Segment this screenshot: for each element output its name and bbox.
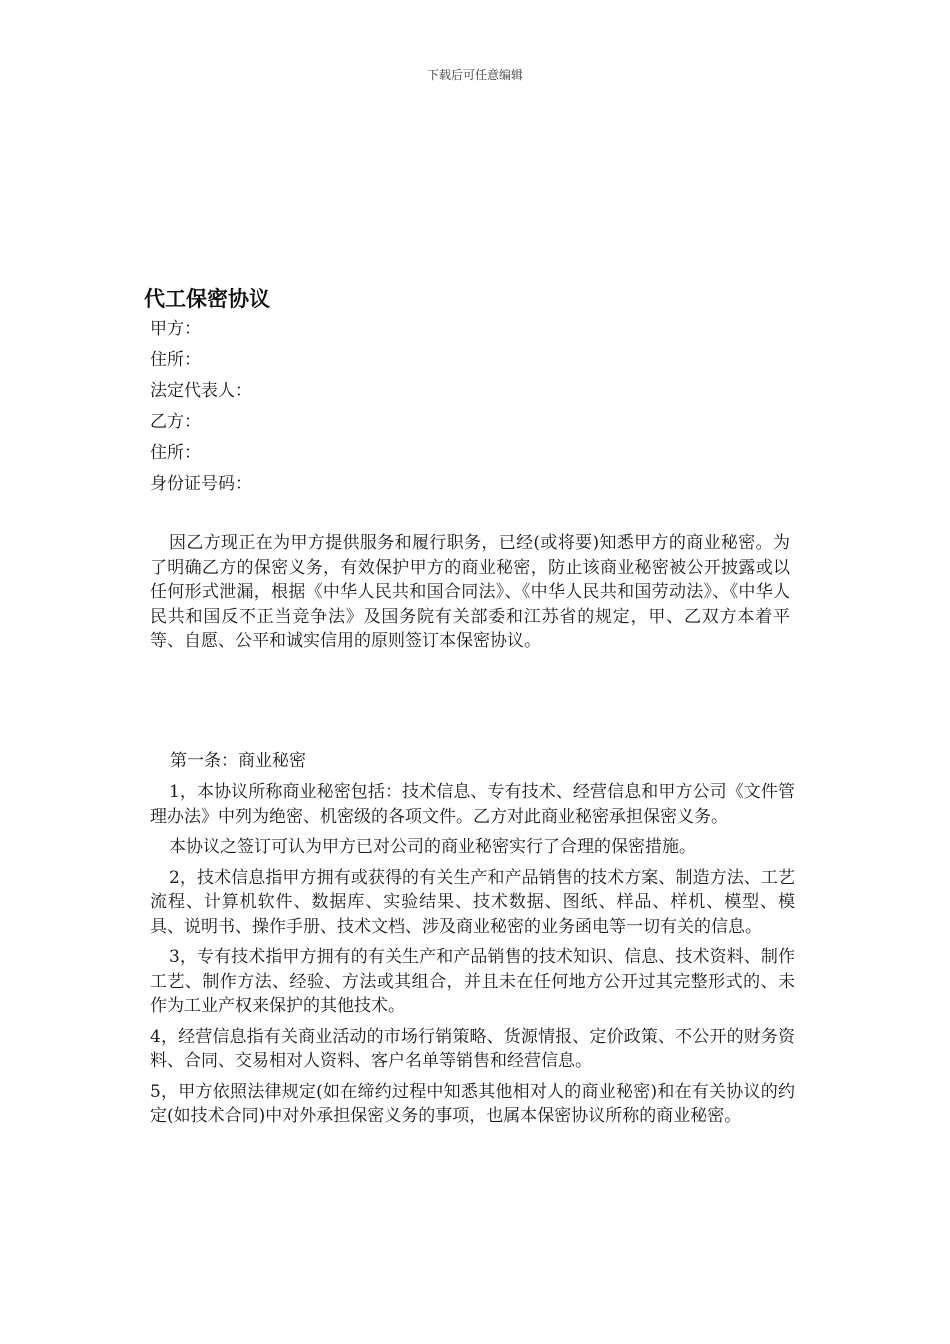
party-info-block <box>150 314 790 500</box>
party-a-label: 甲方： <box>150 319 201 339</box>
party-b-label: 乙方： <box>150 412 201 432</box>
article-1-heading: 第一条：商业秘密 <box>170 751 306 771</box>
party-b-address-label: 住所： <box>150 443 201 463</box>
document-title: 代工保密协议 <box>144 287 270 311</box>
party-a-address-label: 住所： <box>150 350 201 370</box>
clause-2: 2，技术信息指甲方拥有或获得的有关生产和产品销售的技术方案、制造方法、工艺流程、计算机软件、数据库、实验结果、技术数据、图纸、样品、样机、模型、模具、说明书、操作手册、技术文档、涉及商业秘密的业务函电等一切有关的信息。 <box>150 867 795 937</box>
clause-1: 1，本协议所称商业秘密包括：技术信息、专有技术、经营信息和甲方公司《文件管理办法》中列为绝密、机密级的各项文件。乙方对此商业秘密承担保密义务。 <box>150 782 795 827</box>
preamble-paragraph: 因乙方现正在为甲方提供服务和履行职务，已经(或将要)知悉甲方的商业秘密。为了明确乙方的保密义务，有效保护甲方的商业秘密，防止该商业秘密被公开披露或以任何形式泄漏，根据《中华人民共和国合同法》、《中华人民共和国劳动法》、《中华人民共和国反不正当竞争法》及国务院有关部委和江苏省的规定，甲、乙双方本着平等、自愿、公平和诚实信用的原则签订本保密协议。 <box>150 533 790 651</box>
clause-1-note: 本协议之签订可认为甲方已对公司的商业秘密实行了合理的保密措施。 <box>169 837 696 857</box>
clause-5: 5，甲方依照法律规定(如在缔约过程中知悉其他相对人的商业秘密)和在有关协议的约定(如技术合同)中对外承担保密义务的事项，也属本保密协议所称的商业秘密。 <box>150 1081 795 1126</box>
clause-4: 4，经营信息指有关商业活动的市场行销策略、货源情报、定价政策、不公开的财务资料、合同、交易相对人资料、客户名单等销售和经营信息。 <box>150 1026 795 1071</box>
article-1-body <box>150 780 795 1135</box>
page-header-note: 下载后可任意编辑 <box>426 68 523 82</box>
clause-3: 3，专有技术指甲方拥有的有关生产和产品销售的技术知识、信息、技术资料、制作工艺、制作方法、经验、方法或其组合，并且未在任何地方公开过其完整形式的、未作为工业产权来保护的其他技术。 <box>150 947 795 1016</box>
legal-representative-label: 法定代表人： <box>150 381 252 401</box>
id-number-label: 身份证号码： <box>150 474 252 494</box>
